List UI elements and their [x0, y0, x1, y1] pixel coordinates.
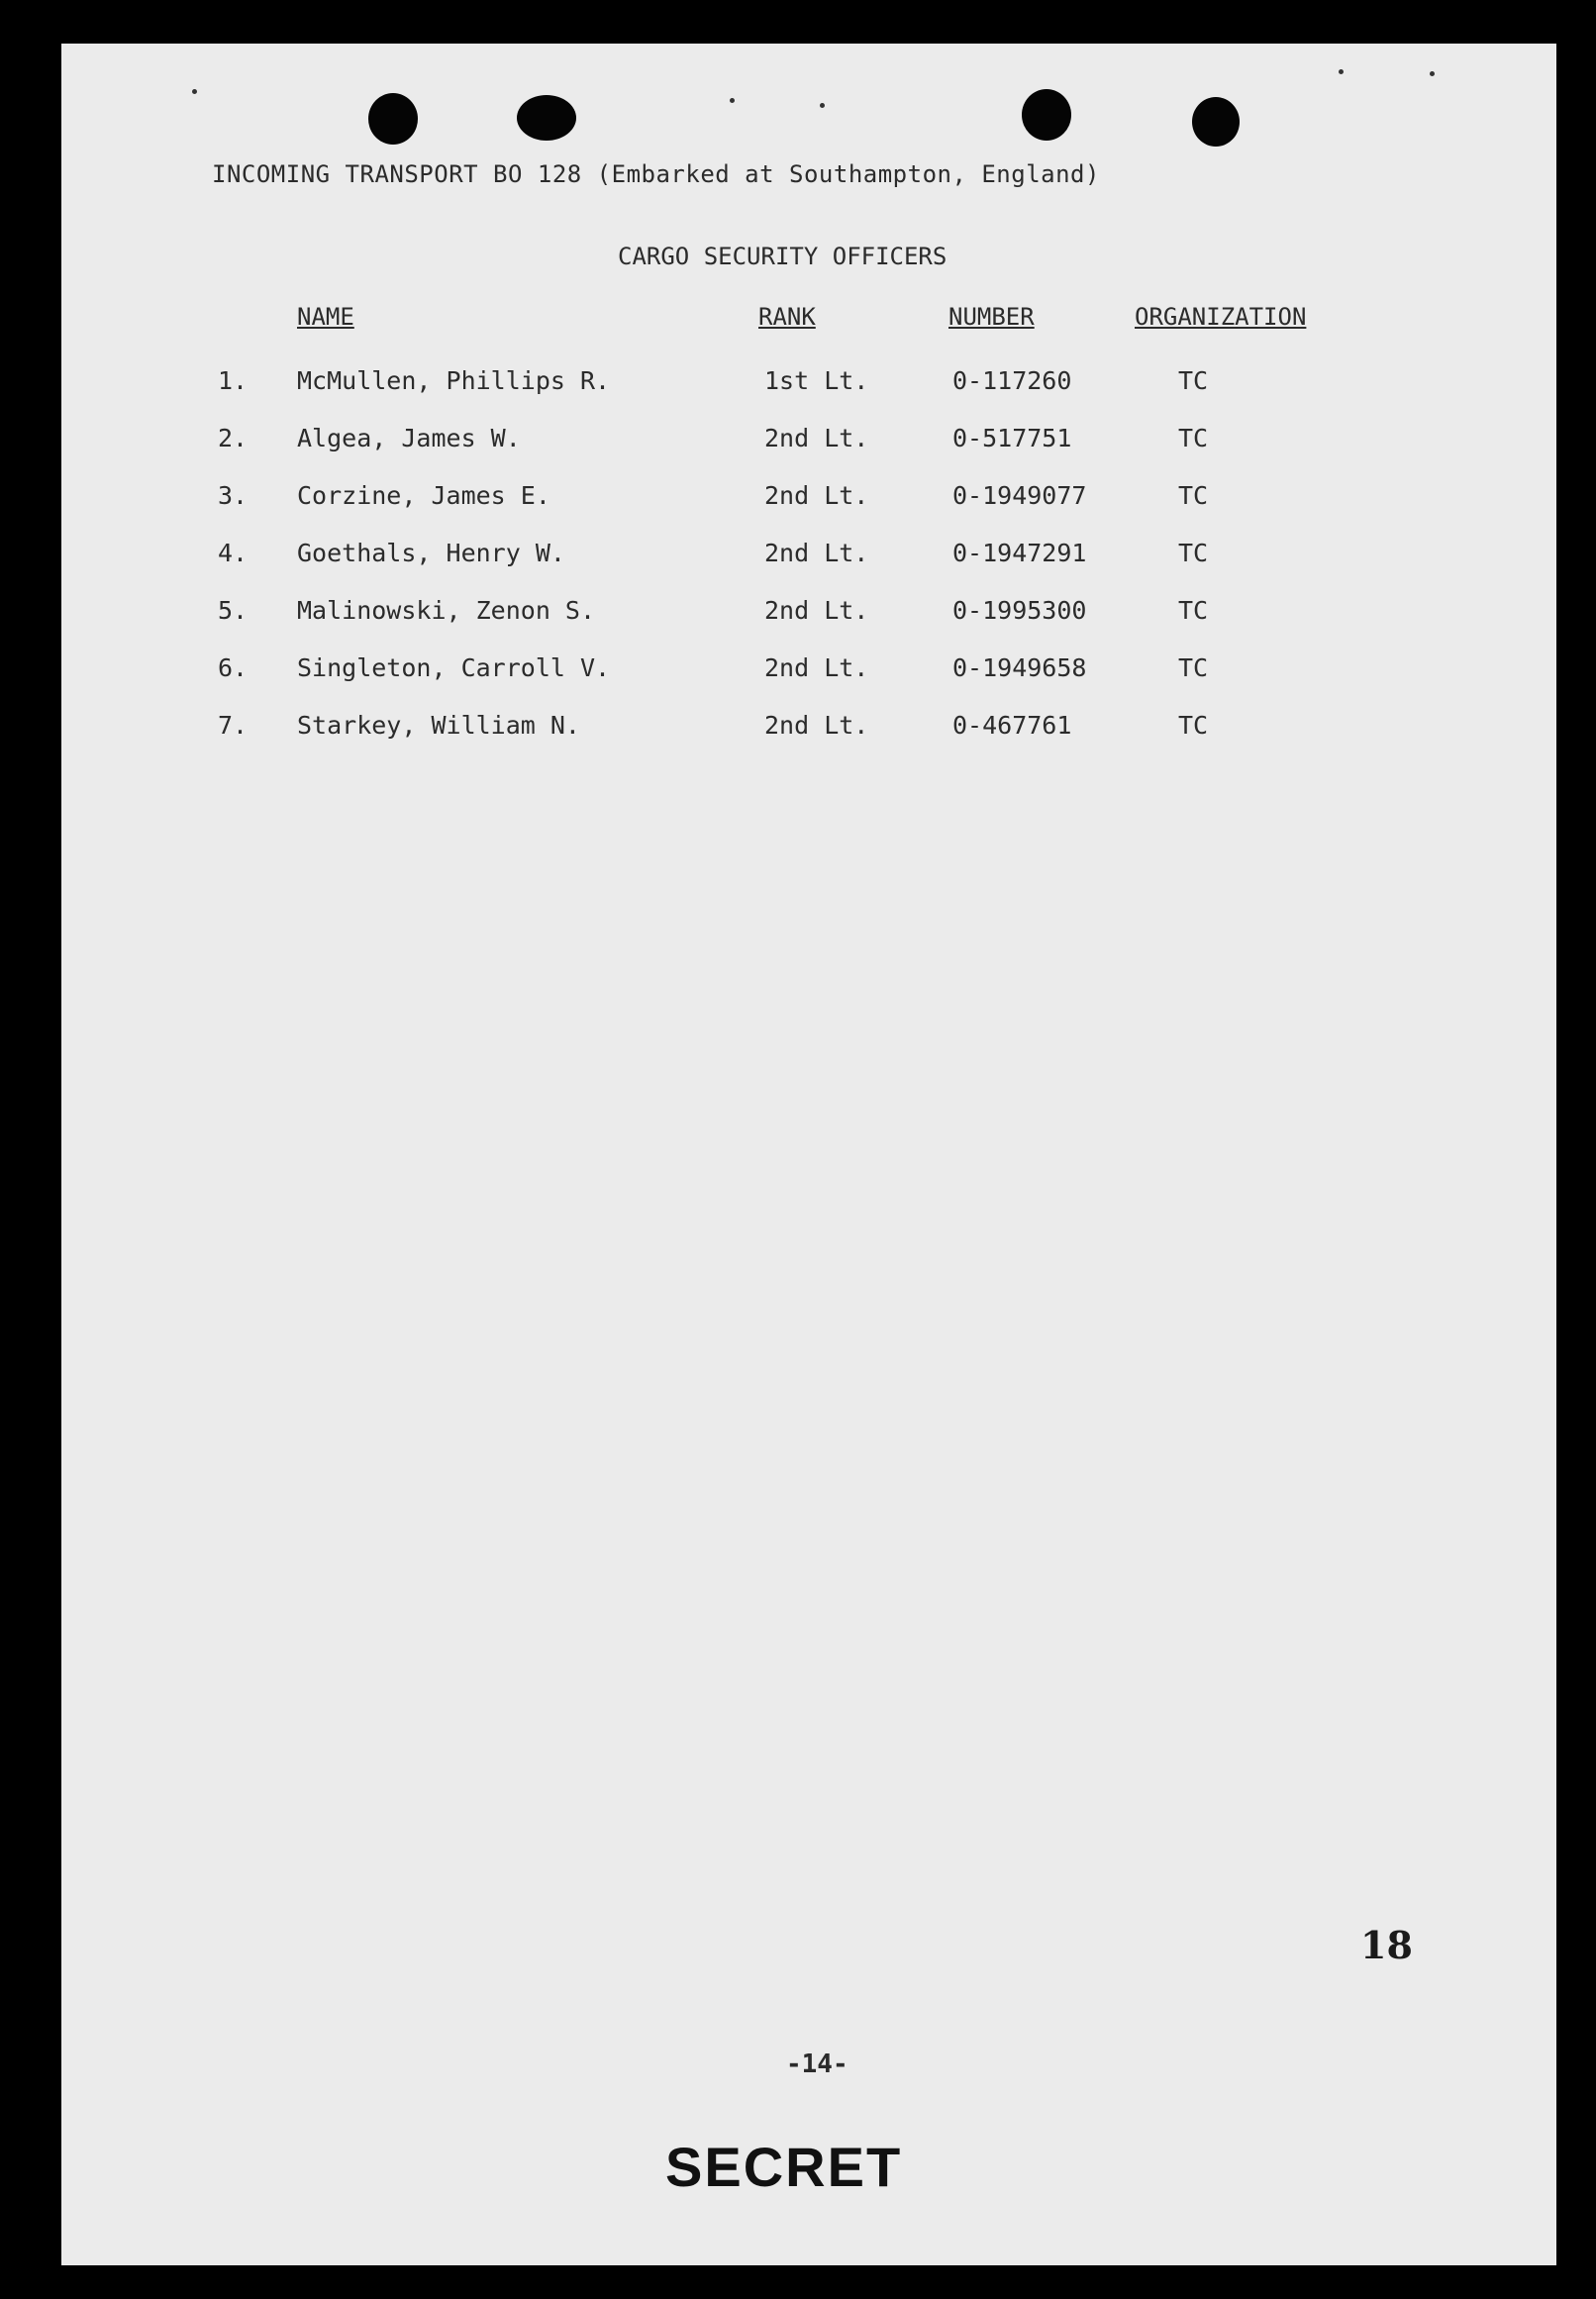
speck [1339, 69, 1344, 74]
row-index: 3. [218, 481, 249, 510]
officer-number: 0-1949658 [952, 653, 1087, 682]
column-header-organization: ORGANIZATION [1135, 303, 1307, 331]
officer-number: 0-1995300 [952, 596, 1087, 625]
officer-rank: 2nd Lt. [764, 539, 869, 567]
column-header-number: NUMBER [948, 303, 1035, 331]
column-header-rank: RANK [758, 303, 816, 331]
officer-organization: TC [1178, 424, 1209, 452]
speck [1430, 71, 1435, 76]
punch-hole [517, 95, 576, 141]
row-index: 7. [218, 711, 249, 740]
table-row [61, 596, 1556, 636]
officer-name: Goethals, Henry W. [297, 539, 565, 567]
punch-hole [1192, 97, 1240, 147]
column-header-name: NAME [297, 303, 354, 331]
document-heading: INCOMING TRANSPORT BO 128 (Embarked at Southampton, England) [212, 160, 1100, 188]
officer-number: 0-517751 [952, 424, 1072, 452]
officer-rank: 2nd Lt. [764, 653, 869, 682]
speck [730, 98, 735, 103]
table-row [61, 424, 1556, 463]
row-index: 6. [218, 653, 249, 682]
officer-number: 0-117260 [952, 366, 1072, 395]
officer-name: Malinowski, Zenon S. [297, 596, 596, 625]
table-row [61, 539, 1556, 578]
officer-rank: 2nd Lt. [764, 711, 869, 740]
officer-organization: TC [1178, 596, 1209, 625]
officer-name: McMullen, Phillips R. [297, 366, 611, 395]
officer-name: Singleton, Carroll V. [297, 653, 611, 682]
officer-organization: TC [1178, 653, 1209, 682]
officer-organization: TC [1178, 481, 1209, 510]
speck [192, 89, 197, 94]
table-row [61, 711, 1556, 750]
punch-hole [1022, 89, 1071, 141]
officer-number: 0-1949077 [952, 481, 1087, 510]
row-index: 1. [218, 366, 249, 395]
officer-rank: 2nd Lt. [764, 424, 869, 452]
officer-rank: 2nd Lt. [764, 481, 869, 510]
document-page [61, 44, 1556, 2265]
table-row [61, 481, 1556, 521]
officer-name: Starkey, William N. [297, 711, 580, 740]
punch-hole [368, 93, 418, 145]
page-number: -14- [786, 2049, 848, 2079]
row-index: 4. [218, 539, 249, 567]
table-row [61, 653, 1556, 693]
officer-organization: TC [1178, 711, 1209, 740]
officer-organization: TC [1178, 366, 1209, 395]
page-mark: 18 [1360, 1923, 1413, 1967]
officer-organization: TC [1178, 539, 1209, 567]
row-index: 5. [218, 596, 249, 625]
officer-name: Algea, James W. [297, 424, 521, 452]
table-row [61, 366, 1556, 406]
officer-number: 0-1947291 [952, 539, 1087, 567]
row-index: 2. [218, 424, 249, 452]
officer-name: Corzine, James E. [297, 481, 550, 510]
speck [820, 103, 825, 108]
classification-stamp: SECRET [665, 2136, 903, 2198]
officer-number: 0-467761 [952, 711, 1072, 740]
officer-rank: 2nd Lt. [764, 596, 869, 625]
document-subheading: CARGO SECURITY OFFICERS [618, 243, 948, 270]
officer-rank: 1st Lt. [764, 366, 869, 395]
